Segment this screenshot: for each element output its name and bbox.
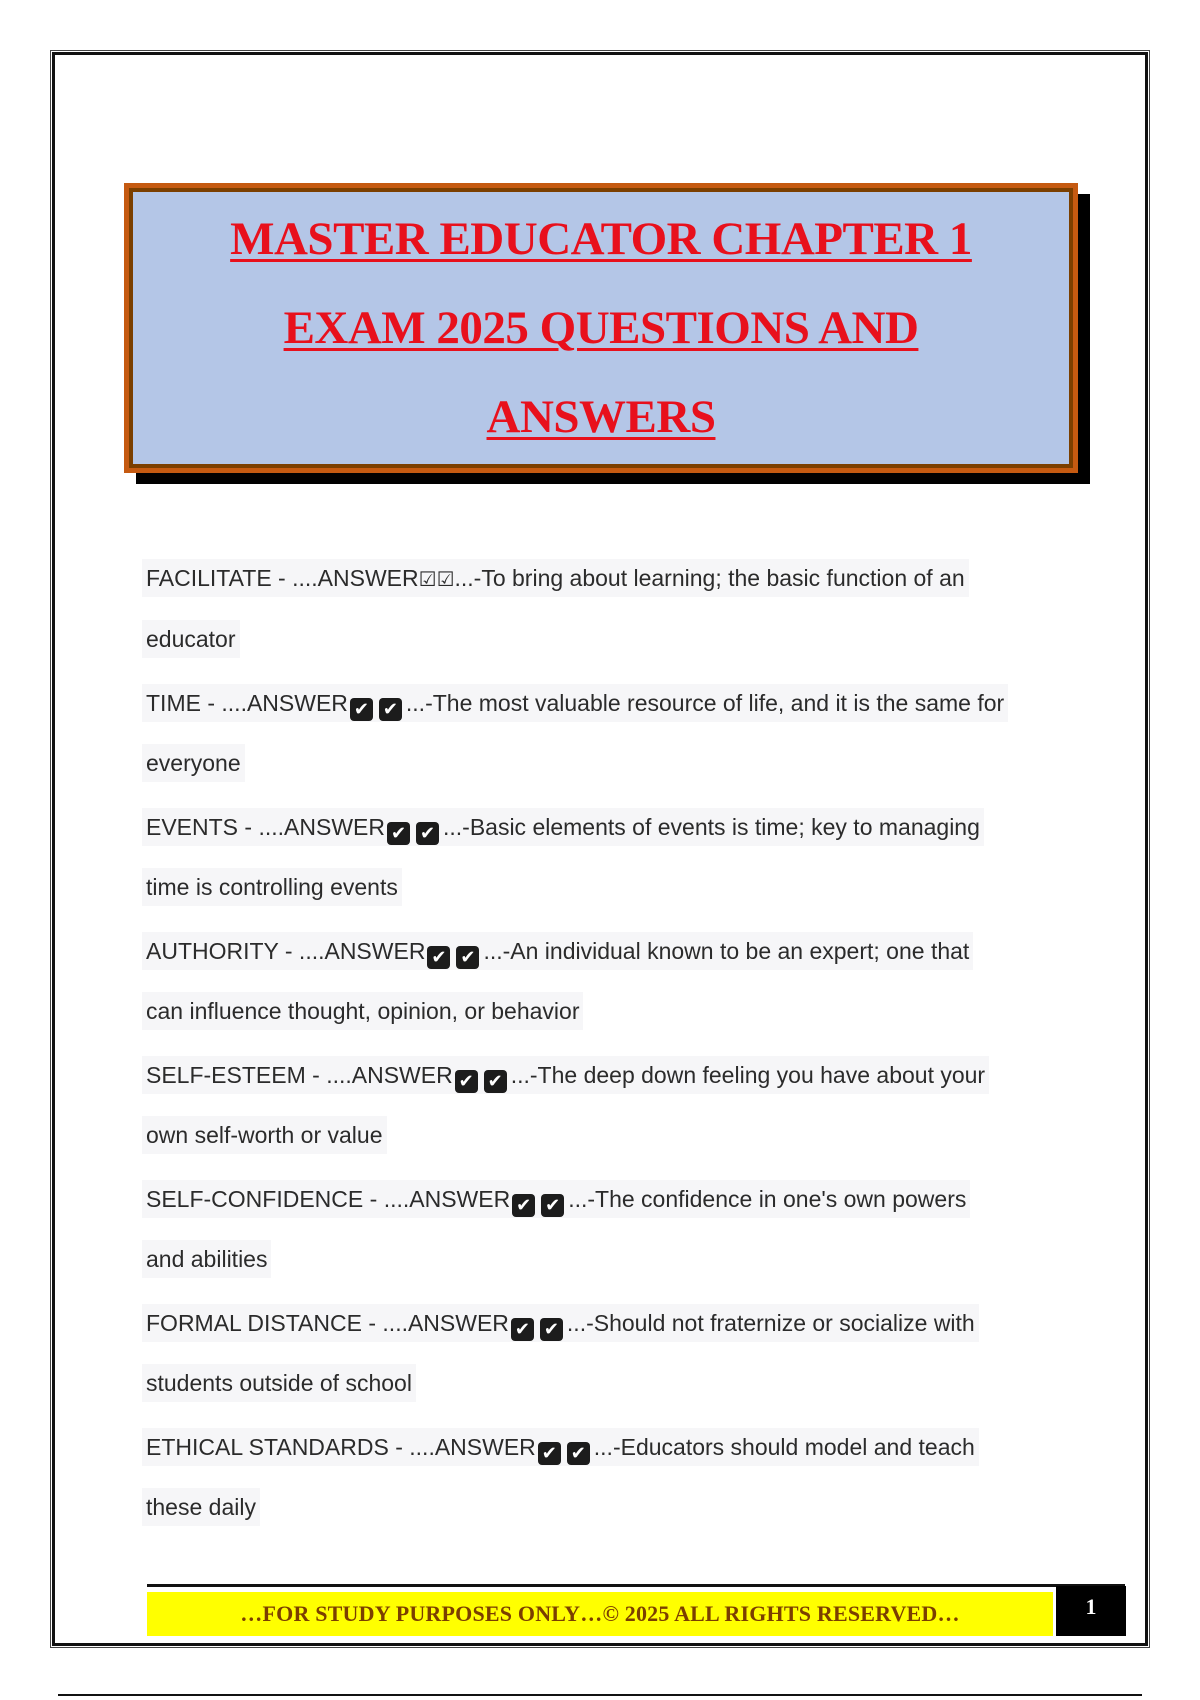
qa-answer: ...-Basic elements of events is time; key to managing (442, 814, 980, 840)
qa-answer: ...-The deep down feeling you have about your (510, 1062, 986, 1088)
qa-line-2-highlight (142, 1364, 416, 1402)
footer-rule (147, 1584, 1125, 1587)
checkmark-icon: ✔ (387, 822, 410, 845)
qa-line-1 (142, 1293, 1072, 1353)
qa-term: SELF-CONFIDENCE (146, 1186, 364, 1212)
qa-line-1 (142, 1045, 1072, 1105)
qa-term: AUTHORITY (146, 938, 279, 964)
qa-item-self-esteem (142, 1045, 1072, 1165)
qa-prefix: - ....ANSWER (305, 1062, 453, 1088)
qa-answer-continued: own self-worth or value (146, 1122, 383, 1148)
checkmark-icon: ✔ (427, 946, 450, 969)
qa-answer: ...-Educators should model and teach (593, 1434, 975, 1460)
title-line-1: MASTER EDUCATOR CHAPTER 1 (230, 212, 972, 265)
qa-term: SELF-ESTEEM (146, 1062, 306, 1088)
checkmark-icon: ✔ (416, 822, 439, 845)
qa-line-1-highlight (142, 1056, 989, 1094)
qa-prefix: - ....ANSWER (238, 814, 385, 840)
qa-line-2 (142, 1105, 1072, 1165)
qa-answer: ...-The most valuable resource of life, and it is the same for (405, 690, 1005, 716)
qa-line-2 (142, 733, 1072, 793)
qa-term: FORMAL DISTANCE (146, 1310, 362, 1336)
qa-answer: ...-To bring about learning; the basic function of an (454, 565, 965, 591)
checkmark-icon: ✔ (512, 1194, 535, 1217)
checkbox-outline-icon: ☑ (418, 567, 437, 591)
qa-line-1-highlight (142, 932, 973, 970)
title-line-2: EXAM 2025 QUESTIONS AND (283, 301, 919, 354)
qa-line-2 (142, 857, 1072, 917)
qa-line-1-highlight (142, 684, 1008, 722)
qa-line-1-highlight (142, 1304, 979, 1342)
qa-item-facilitate (142, 548, 1072, 669)
checkmark-icon: ✔ (541, 1194, 564, 1217)
qa-prefix: - ....ANSWER (200, 690, 348, 716)
qa-line-2 (142, 1477, 1072, 1537)
page-number: 1 (1085, 1594, 1097, 1619)
checkmark-icon: ✔ (567, 1442, 590, 1465)
qa-item-ethical-standards (142, 1417, 1072, 1537)
qa-prefix: - ....ANSWER (361, 1310, 509, 1336)
qa-answer-continued: students outside of school (146, 1370, 412, 1396)
qa-item-formal-distance (142, 1293, 1072, 1413)
checkmark-icon: ✔ (540, 1318, 563, 1341)
qa-line-1-highlight (142, 1428, 979, 1466)
qa-list (142, 548, 1072, 1541)
qa-prefix: - ....ANSWER (271, 565, 419, 591)
qa-answer-continued: time is controlling events (146, 874, 398, 900)
bottom-rule (58, 1694, 1142, 1696)
qa-prefix: - ....ANSWER (363, 1186, 511, 1212)
qa-line-2-highlight (142, 992, 583, 1030)
qa-answer-continued: and abilities (146, 1246, 268, 1272)
qa-line-1 (142, 548, 1072, 609)
checkmark-icon: ✔ (456, 946, 479, 969)
qa-line-2 (142, 609, 1072, 669)
qa-answer-continued: everyone (146, 750, 241, 776)
qa-answer: ...-An individual known to be an expert; one that (483, 938, 970, 964)
qa-item-time (142, 673, 1072, 793)
qa-line-2 (142, 1353, 1072, 1413)
qa-line-2-highlight (142, 1488, 260, 1526)
qa-line-2 (142, 1229, 1072, 1289)
qa-line-1 (142, 797, 1072, 857)
qa-line-1 (142, 1417, 1072, 1477)
footer-text: …FOR STUDY PURPOSES ONLY…© 2025 ALL RIGHTS RESERVED… (240, 1601, 960, 1626)
qa-line-2-highlight (142, 744, 245, 782)
checkmark-icon: ✔ (350, 698, 373, 721)
qa-answer: ...-Should not fraternize or socialize with (566, 1310, 975, 1336)
qa-term: TIME (146, 690, 201, 716)
qa-line-2-highlight (142, 1116, 387, 1154)
qa-line-1 (142, 921, 1072, 981)
checkmark-icon: ✔ (511, 1318, 534, 1341)
qa-line-1-highlight (142, 808, 984, 846)
qa-item-events (142, 797, 1072, 917)
qa-item-authority (142, 921, 1072, 1041)
qa-prefix: - ....ANSWER (388, 1434, 536, 1460)
qa-term: EVENTS (146, 814, 239, 840)
qa-line-2-highlight (142, 1240, 271, 1278)
qa-answer-continued: can influence thought, opinion, or behavior (146, 998, 580, 1024)
checkmark-icon: ✔ (379, 698, 402, 721)
qa-line-2 (142, 981, 1072, 1041)
checkmark-icon: ✔ (538, 1442, 561, 1465)
qa-line-2-highlight (142, 620, 240, 658)
footer-banner (147, 1592, 1053, 1636)
checkmark-icon: ✔ (484, 1070, 507, 1093)
page-number-box (1056, 1586, 1126, 1636)
checkmark-icon: ✔ (455, 1070, 478, 1093)
qa-line-2-highlight (142, 868, 402, 906)
title-box (124, 183, 1078, 473)
qa-line-1-highlight (142, 559, 969, 597)
qa-answer-continued: these daily (146, 1494, 256, 1520)
qa-term: ETHICAL STANDARDS (146, 1434, 389, 1460)
qa-answer: ...-The confidence in one's own powers (568, 1186, 967, 1212)
qa-prefix: - ....ANSWER (278, 938, 426, 964)
qa-answer-continued: educator (146, 626, 236, 652)
title-line-3: ANSWERS (486, 390, 716, 443)
qa-line-1-highlight (142, 1180, 970, 1218)
qa-term: FACILITATE (146, 565, 272, 591)
qa-item-self-confidence (142, 1169, 1072, 1289)
checkbox-outline-icon: ☑ (436, 567, 455, 591)
qa-line-1 (142, 1169, 1072, 1229)
qa-line-1 (142, 673, 1072, 733)
